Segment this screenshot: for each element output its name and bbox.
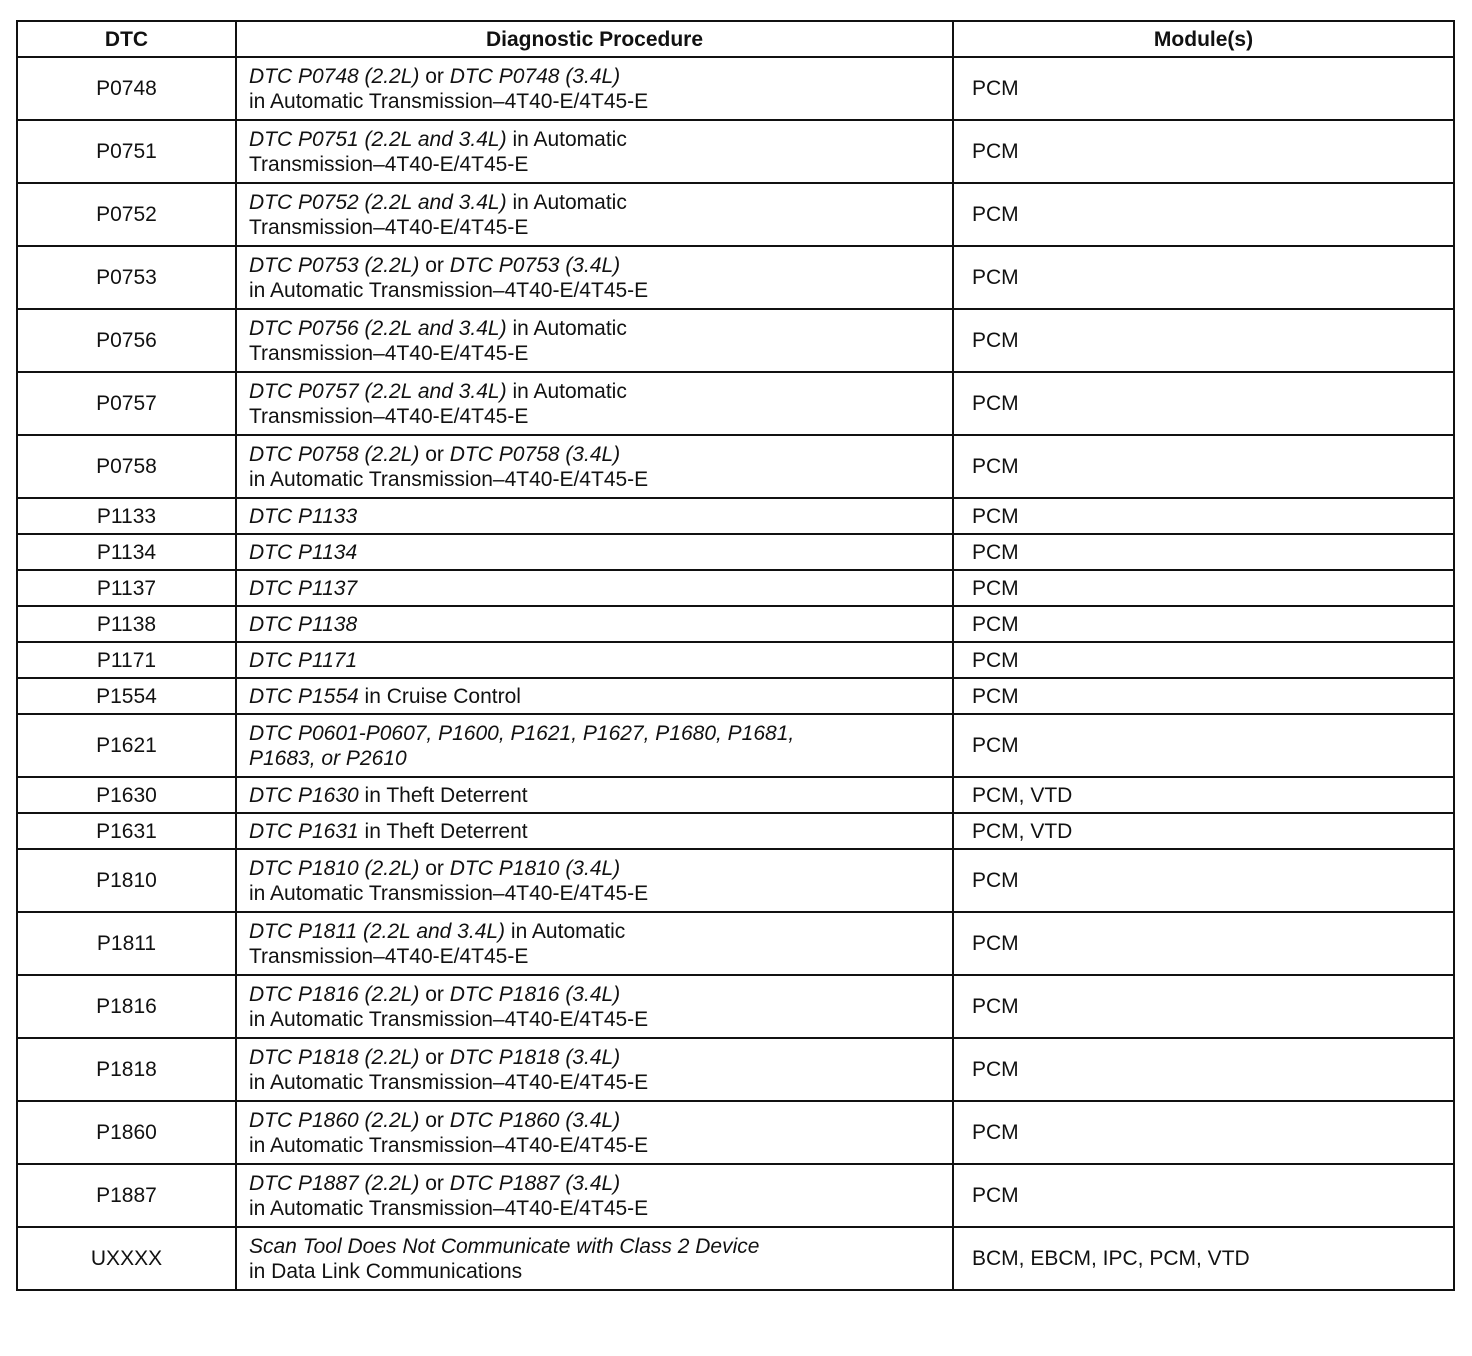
procedure-reference: DTC P1554	[249, 684, 359, 708]
table-row	[17, 1101, 1454, 1164]
dtc-code: P1860	[17, 1101, 236, 1164]
diagnostic-procedure	[236, 849, 953, 912]
procedure-text: or	[419, 253, 450, 277]
table-row	[17, 120, 1454, 183]
table-row	[17, 975, 1454, 1038]
dtc-code: P0756	[17, 309, 236, 372]
procedure-line	[249, 540, 940, 565]
procedure-line	[249, 404, 940, 429]
table-row	[17, 642, 1454, 678]
procedure-line	[249, 467, 940, 492]
diagnostic-procedure	[236, 912, 953, 975]
modules: PCM	[953, 849, 1454, 912]
dtc-code: P1134	[17, 534, 236, 570]
dtc-code: P1631	[17, 813, 236, 849]
procedure-line	[249, 127, 940, 152]
table-row	[17, 1164, 1454, 1227]
table-row	[17, 606, 1454, 642]
procedure-reference: P1683, or P2610	[249, 746, 407, 770]
table-row	[17, 777, 1454, 813]
procedure-line	[249, 684, 940, 709]
table-row	[17, 714, 1454, 777]
modules: PCM	[953, 642, 1454, 678]
modules: PCM	[953, 975, 1454, 1038]
procedure-line	[249, 89, 940, 114]
procedure-text: in Automatic Transmission–4T40-E/4T45-E	[249, 881, 649, 905]
dtc-code: P1621	[17, 714, 236, 777]
procedure-line	[249, 379, 940, 404]
modules: PCM, VTD	[953, 813, 1454, 849]
header-dtc: DTC	[17, 21, 236, 57]
table-row	[17, 1227, 1454, 1290]
diagnostic-procedure	[236, 372, 953, 435]
procedure-reference: DTC P1810 (2.2L)	[249, 856, 420, 880]
procedure-text: in Theft Deterrent	[358, 783, 528, 807]
table-body	[17, 57, 1454, 1290]
procedure-reference: DTC P1133	[249, 504, 358, 528]
table-row	[17, 498, 1454, 534]
procedure-line	[249, 783, 940, 808]
procedure-line	[249, 316, 940, 341]
procedure-text: or	[419, 64, 450, 88]
procedure-reference: DTC P1816 (2.2L)	[249, 982, 420, 1006]
modules: PCM	[953, 534, 1454, 570]
dtc-code: P1811	[17, 912, 236, 975]
dtc-code: P1133	[17, 498, 236, 534]
table-row	[17, 813, 1454, 849]
procedure-text: in Theft Deterrent	[358, 819, 528, 843]
dtc-code: P0753	[17, 246, 236, 309]
procedure-reference: DTC P0757 (2.2L and 3.4L)	[249, 379, 507, 403]
dtc-code: P1554	[17, 678, 236, 714]
procedure-reference: DTC P0758 (2.2L)	[249, 442, 420, 466]
diagnostic-procedure	[236, 570, 953, 606]
modules: PCM	[953, 372, 1454, 435]
procedure-text: in Automatic	[506, 316, 627, 340]
modules: PCM	[953, 435, 1454, 498]
modules: PCM, VTD	[953, 777, 1454, 813]
procedure-text: in Automatic Transmission–4T40-E/4T45-E	[249, 89, 649, 113]
procedure-text: in Automatic Transmission–4T40-E/4T45-E	[249, 467, 649, 491]
procedure-text: in Automatic Transmission–4T40-E/4T45-E	[249, 1196, 649, 1220]
procedure-line	[249, 1045, 940, 1070]
modules: PCM	[953, 912, 1454, 975]
procedure-line	[249, 442, 940, 467]
procedure-reference: DTC P1818 (3.4L)	[449, 1045, 621, 1069]
procedure-text: Transmission–4T40-E/4T45-E	[249, 944, 529, 968]
procedure-reference: DTC P1134	[249, 540, 358, 564]
procedure-line	[249, 612, 940, 637]
procedure-line	[249, 1007, 940, 1032]
procedure-line	[249, 278, 940, 303]
modules: PCM	[953, 1101, 1454, 1164]
procedure-reference: DTC P1631	[249, 819, 359, 843]
procedure-reference: DTC P1171	[249, 648, 358, 672]
diagnostic-procedure	[236, 1038, 953, 1101]
procedure-line	[249, 1108, 940, 1133]
procedure-reference: DTC P1138	[249, 612, 358, 636]
procedure-reference: DTC P1816 (3.4L)	[449, 982, 621, 1006]
modules: PCM	[953, 1038, 1454, 1101]
dtc-code: P1818	[17, 1038, 236, 1101]
procedure-line	[249, 982, 940, 1007]
procedure-line	[249, 944, 940, 969]
dtc-code: P1816	[17, 975, 236, 1038]
table-row	[17, 1038, 1454, 1101]
dtc-code: P1138	[17, 606, 236, 642]
procedure-line	[249, 341, 940, 366]
diagnostic-procedure	[236, 309, 953, 372]
procedure-line	[249, 215, 940, 240]
procedure-text: in Automatic	[506, 190, 627, 214]
dtc-code: P1810	[17, 849, 236, 912]
procedure-reference: DTC P1630	[249, 783, 359, 807]
procedure-line	[249, 190, 940, 215]
dtc-code: UXXXX	[17, 1227, 236, 1290]
procedure-text: in Automatic	[506, 379, 627, 403]
dtc-table	[16, 20, 1455, 1291]
table-row	[17, 849, 1454, 912]
procedure-line	[249, 1196, 940, 1221]
procedure-reference: DTC P0756 (2.2L and 3.4L)	[249, 316, 507, 340]
diagnostic-procedure	[236, 120, 953, 183]
table-row	[17, 309, 1454, 372]
modules: PCM	[953, 246, 1454, 309]
procedure-line	[249, 504, 940, 529]
procedure-reference: DTC P1137	[249, 576, 358, 600]
diagnostic-procedure	[236, 777, 953, 813]
procedure-reference: DTC P0753 (2.2L)	[249, 253, 420, 277]
procedure-text: or	[419, 442, 450, 466]
procedure-line	[249, 721, 940, 746]
header-modules: Module(s)	[953, 21, 1454, 57]
procedure-text: or	[419, 1108, 450, 1132]
procedure-line	[249, 746, 940, 771]
table-row	[17, 246, 1454, 309]
procedure-reference: DTC P1887 (2.2L)	[249, 1171, 420, 1195]
procedure-line	[249, 1070, 940, 1095]
diagnostic-procedure	[236, 498, 953, 534]
modules: BCM, EBCM, IPC, PCM, VTD	[953, 1227, 1454, 1290]
modules: PCM	[953, 678, 1454, 714]
procedure-text: in Automatic	[505, 919, 626, 943]
procedure-text: in Automatic Transmission–4T40-E/4T45-E	[249, 1007, 649, 1031]
modules: PCM	[953, 498, 1454, 534]
diagnostic-procedure	[236, 534, 953, 570]
procedure-reference: DTC P1811 (2.2L and 3.4L)	[249, 919, 506, 943]
modules: PCM	[953, 309, 1454, 372]
procedure-reference: DTC P1818 (2.2L)	[249, 1045, 420, 1069]
procedure-text: or	[419, 856, 450, 880]
procedure-text: or	[419, 982, 450, 1006]
procedure-line	[249, 576, 940, 601]
procedure-text: Transmission–4T40-E/4T45-E	[249, 341, 529, 365]
procedure-reference: DTC P1810 (3.4L)	[449, 856, 621, 880]
procedure-reference: DTC P0758 (3.4L)	[449, 442, 621, 466]
diagnostic-procedure	[236, 642, 953, 678]
procedure-reference: DTC P0748 (3.4L)	[449, 64, 621, 88]
procedure-line	[249, 64, 940, 89]
procedure-line	[249, 1234, 940, 1259]
table-row	[17, 912, 1454, 975]
dtc-code: P1137	[17, 570, 236, 606]
table-row	[17, 570, 1454, 606]
dtc-code: P1630	[17, 777, 236, 813]
dtc-code: P1887	[17, 1164, 236, 1227]
modules: PCM	[953, 120, 1454, 183]
diagnostic-procedure	[236, 714, 953, 777]
diagnostic-procedure	[236, 975, 953, 1038]
procedure-reference: DTC P0753 (3.4L)	[449, 253, 621, 277]
dtc-code: P0757	[17, 372, 236, 435]
procedure-line	[249, 856, 940, 881]
table-row	[17, 678, 1454, 714]
procedure-line	[249, 152, 940, 177]
header-diagnostic-procedure: Diagnostic Procedure	[236, 21, 953, 57]
procedure-text: in Automatic Transmission–4T40-E/4T45-E	[249, 1133, 649, 1157]
dtc-code: P0748	[17, 57, 236, 120]
diagnostic-procedure	[236, 1101, 953, 1164]
table-row	[17, 372, 1454, 435]
procedure-line	[249, 1171, 940, 1196]
procedure-line	[249, 881, 940, 906]
procedure-line	[249, 648, 940, 673]
procedure-reference: DTC P0751 (2.2L and 3.4L)	[249, 127, 507, 151]
diagnostic-procedure	[236, 813, 953, 849]
procedure-reference: DTC P1887 (3.4L)	[449, 1171, 621, 1195]
procedure-reference: DTC P0748 (2.2L)	[249, 64, 420, 88]
procedure-reference: DTC P1860 (3.4L)	[449, 1108, 621, 1132]
diagnostic-procedure	[236, 678, 953, 714]
procedure-line	[249, 1133, 940, 1158]
table-row	[17, 435, 1454, 498]
procedure-text: in Automatic Transmission–4T40-E/4T45-E	[249, 278, 649, 302]
procedure-line	[249, 253, 940, 278]
diagnostic-procedure	[236, 435, 953, 498]
procedure-text: in Cruise Control	[358, 684, 521, 708]
modules: PCM	[953, 57, 1454, 120]
modules: PCM	[953, 714, 1454, 777]
modules: PCM	[953, 606, 1454, 642]
procedure-line	[249, 1259, 940, 1284]
procedure-line	[249, 919, 940, 944]
procedure-text: Transmission–4T40-E/4T45-E	[249, 152, 529, 176]
procedure-reference: DTC P0752 (2.2L and 3.4L)	[249, 190, 507, 214]
procedure-text: Transmission–4T40-E/4T45-E	[249, 404, 529, 428]
procedure-text: or	[419, 1045, 450, 1069]
diagnostic-procedure	[236, 1164, 953, 1227]
modules: PCM	[953, 183, 1454, 246]
procedure-reference: DTC P0601-P0607, P1600, P1621, P1627, P1680, P1681,	[249, 721, 795, 745]
table-row	[17, 534, 1454, 570]
table-row	[17, 57, 1454, 120]
dtc-code: P0758	[17, 435, 236, 498]
table-row	[17, 183, 1454, 246]
diagnostic-procedure	[236, 606, 953, 642]
procedure-text: or	[419, 1171, 450, 1195]
dtc-code: P1171	[17, 642, 236, 678]
dtc-code: P0752	[17, 183, 236, 246]
header-row	[17, 21, 1454, 57]
diagnostic-procedure	[236, 183, 953, 246]
diagnostic-procedure	[236, 1227, 953, 1290]
procedure-text: in Automatic Transmission–4T40-E/4T45-E	[249, 1070, 649, 1094]
procedure-text: in Automatic	[506, 127, 627, 151]
procedure-reference: Scan Tool Does Not Communicate with Class 2 Device	[249, 1234, 760, 1258]
dtc-code: P0751	[17, 120, 236, 183]
modules: PCM	[953, 570, 1454, 606]
modules: PCM	[953, 1164, 1454, 1227]
procedure-text: Transmission–4T40-E/4T45-E	[249, 215, 529, 239]
diagnostic-procedure	[236, 246, 953, 309]
procedure-line	[249, 819, 940, 844]
diagnostic-procedure	[236, 57, 953, 120]
procedure-text: in Data Link Communications	[249, 1259, 523, 1283]
procedure-reference: DTC P1860 (2.2L)	[249, 1108, 420, 1132]
